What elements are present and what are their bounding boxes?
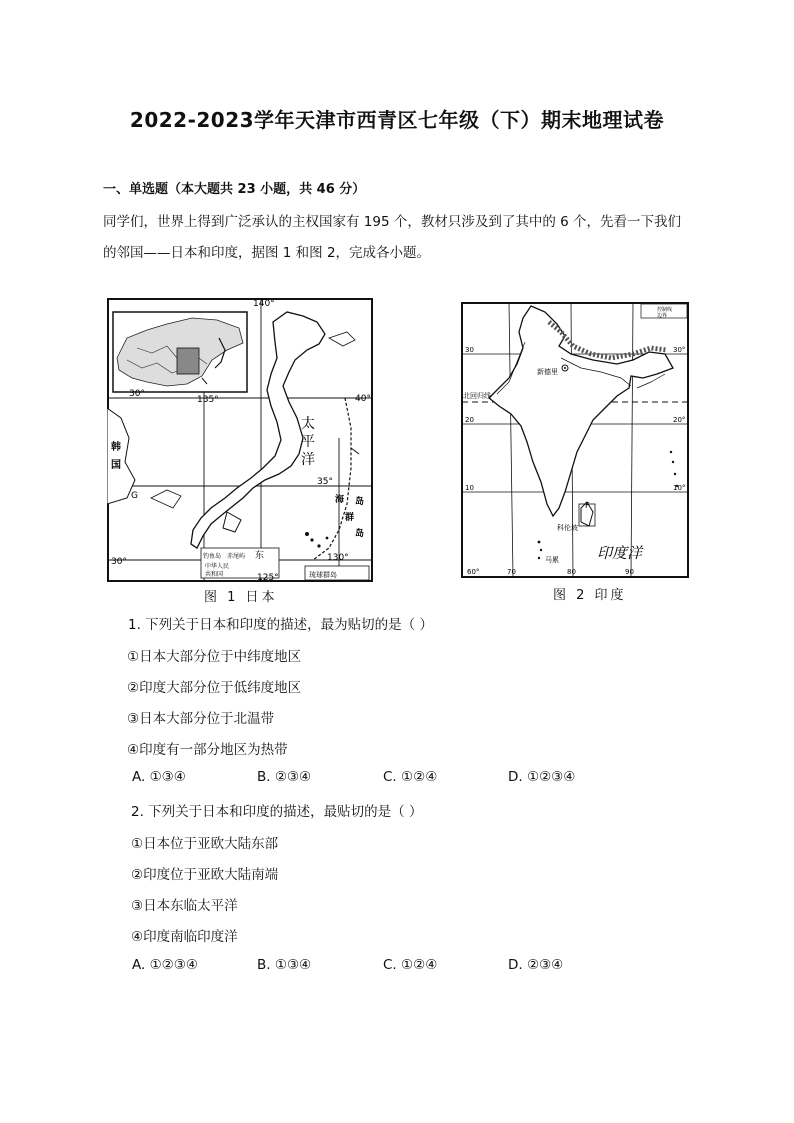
label-islands-4: 岛 bbox=[355, 529, 365, 539]
label-lon-125: 125° bbox=[257, 573, 279, 582]
question-2-item-4: ④印度南临印度洋 bbox=[131, 929, 238, 945]
question-2-choice-a[interactable]: A. ①②③④ bbox=[132, 957, 198, 973]
label-lon-80: 80 bbox=[567, 568, 576, 576]
question-1-choice-d[interactable]: D. ①②③④ bbox=[508, 769, 576, 785]
label-korea-1: 韩 bbox=[111, 442, 121, 453]
question-1-choice-a[interactable]: A. ①③④ bbox=[132, 769, 186, 785]
label-ryukyu: 琉球群岛 bbox=[309, 571, 337, 579]
figure1-caption: 图 1 日本 bbox=[204, 590, 278, 605]
india-map-svg bbox=[461, 302, 689, 578]
label-lon-135: 135° bbox=[197, 395, 219, 405]
section-heading: 一、单选题（本大题共 23 小题，共 46 分） bbox=[103, 182, 366, 197]
label-lat-30: 30 bbox=[465, 346, 474, 354]
question-2-item-1: ①日本位于亚欧大陆东部 bbox=[131, 836, 279, 852]
question-2-item-2: ②印度位于亚欧大陆南端 bbox=[131, 867, 279, 883]
legend-item-3: 中华人民 bbox=[205, 563, 230, 570]
question-1-item-4: ④印度有一部分地区为热带 bbox=[127, 742, 288, 758]
label-male: 马累 bbox=[545, 556, 559, 564]
label-f: F bbox=[585, 501, 590, 510]
question-2-choice-c[interactable]: C. ①②④ bbox=[383, 957, 438, 973]
legend-item-1: 钓鱼岛 bbox=[203, 553, 222, 560]
legend-item-2: 赤尾屿 bbox=[227, 553, 246, 560]
label-pacific-2: 平 bbox=[301, 434, 315, 450]
label-lat-20-right: 20° bbox=[673, 416, 686, 424]
question-1-choice-c[interactable]: C. ①②④ bbox=[383, 769, 438, 785]
label-tropic: 北回归线 bbox=[463, 392, 491, 400]
label-lon-140: 140° bbox=[253, 299, 275, 309]
label-pacific-3: 洋 bbox=[301, 452, 315, 468]
question-2-choice-d[interactable]: D. ②③④ bbox=[508, 957, 564, 973]
figure-japan-map bbox=[107, 298, 373, 582]
legend-item-4: 共和国 bbox=[205, 571, 224, 578]
intro-paragraph bbox=[103, 207, 703, 269]
question-2-stem: 2. 下列关于日本和印度的描述，最贴切的是（ ） bbox=[131, 804, 423, 820]
page-title: 2022-2023学年天津市西青区七年级（下）期末地理试卷 bbox=[129, 108, 665, 132]
label-lon-130: 130° bbox=[327, 553, 349, 563]
label-islands-3: 群 bbox=[345, 513, 355, 523]
figure2-caption: 图 2 印度 bbox=[553, 588, 627, 603]
question-2-item-3: ③日本东临太平洋 bbox=[131, 898, 238, 914]
intro-line-2: 的邻国——日本和印度，据图 1 和图 2，完成各小题。 bbox=[103, 245, 431, 261]
label-colombo: 科伦坡 bbox=[557, 524, 578, 532]
label-lat-35: 35° bbox=[317, 477, 333, 487]
figure-india-map bbox=[461, 302, 689, 578]
label-islands-1: 海 bbox=[335, 495, 345, 505]
question-1-item-3: ③日本大部分位于北温带 bbox=[127, 711, 275, 727]
label-indian-ocean: 印度洋 bbox=[597, 544, 643, 562]
label-lat-10: 10 bbox=[465, 484, 474, 492]
legend-boundary: 边界 bbox=[657, 313, 668, 319]
label-lat-30-top: 30° bbox=[129, 389, 145, 399]
label-lon-70: 70 bbox=[507, 568, 516, 576]
label-lat-20: 20 bbox=[465, 416, 474, 424]
question-1-stem: 1. 下列关于日本和印度的描述，最为贴切的是（ ） bbox=[128, 617, 433, 633]
question-1-item-1: ①日本大部分位于中纬度地区 bbox=[127, 649, 302, 665]
label-korea-2: 国 bbox=[111, 460, 121, 471]
label-lon-60: 60° bbox=[467, 568, 480, 576]
label-lat-30-right: 30° bbox=[673, 346, 686, 354]
label-sea: 东 bbox=[255, 551, 265, 561]
label-lat-40: 40° bbox=[355, 394, 371, 404]
label-new-delhi: 新德里 bbox=[537, 368, 558, 376]
intro-line-1: 同学们，世界上得到广泛承认的主权国家有 195 个，教材只涉及到了其中的 6 个，先看一下我们 bbox=[103, 214, 682, 230]
legend-control-line: 控制线 bbox=[657, 307, 673, 313]
question-2-choice-b[interactable]: B. ①③④ bbox=[257, 957, 312, 973]
label-lon-90: 90 bbox=[625, 568, 634, 576]
label-lat-30-bottom: 30° bbox=[111, 557, 127, 567]
label-lat-10-right: 10° bbox=[673, 484, 686, 492]
question-1-item-2: ②印度大部分位于低纬度地区 bbox=[127, 680, 302, 696]
japan-map-svg bbox=[107, 298, 373, 582]
label-pacific-1: 太 bbox=[301, 416, 315, 432]
label-islands-2: 岛 bbox=[355, 497, 365, 507]
label-g: G bbox=[131, 491, 138, 501]
question-1-choice-b[interactable]: B. ②③④ bbox=[257, 769, 312, 785]
